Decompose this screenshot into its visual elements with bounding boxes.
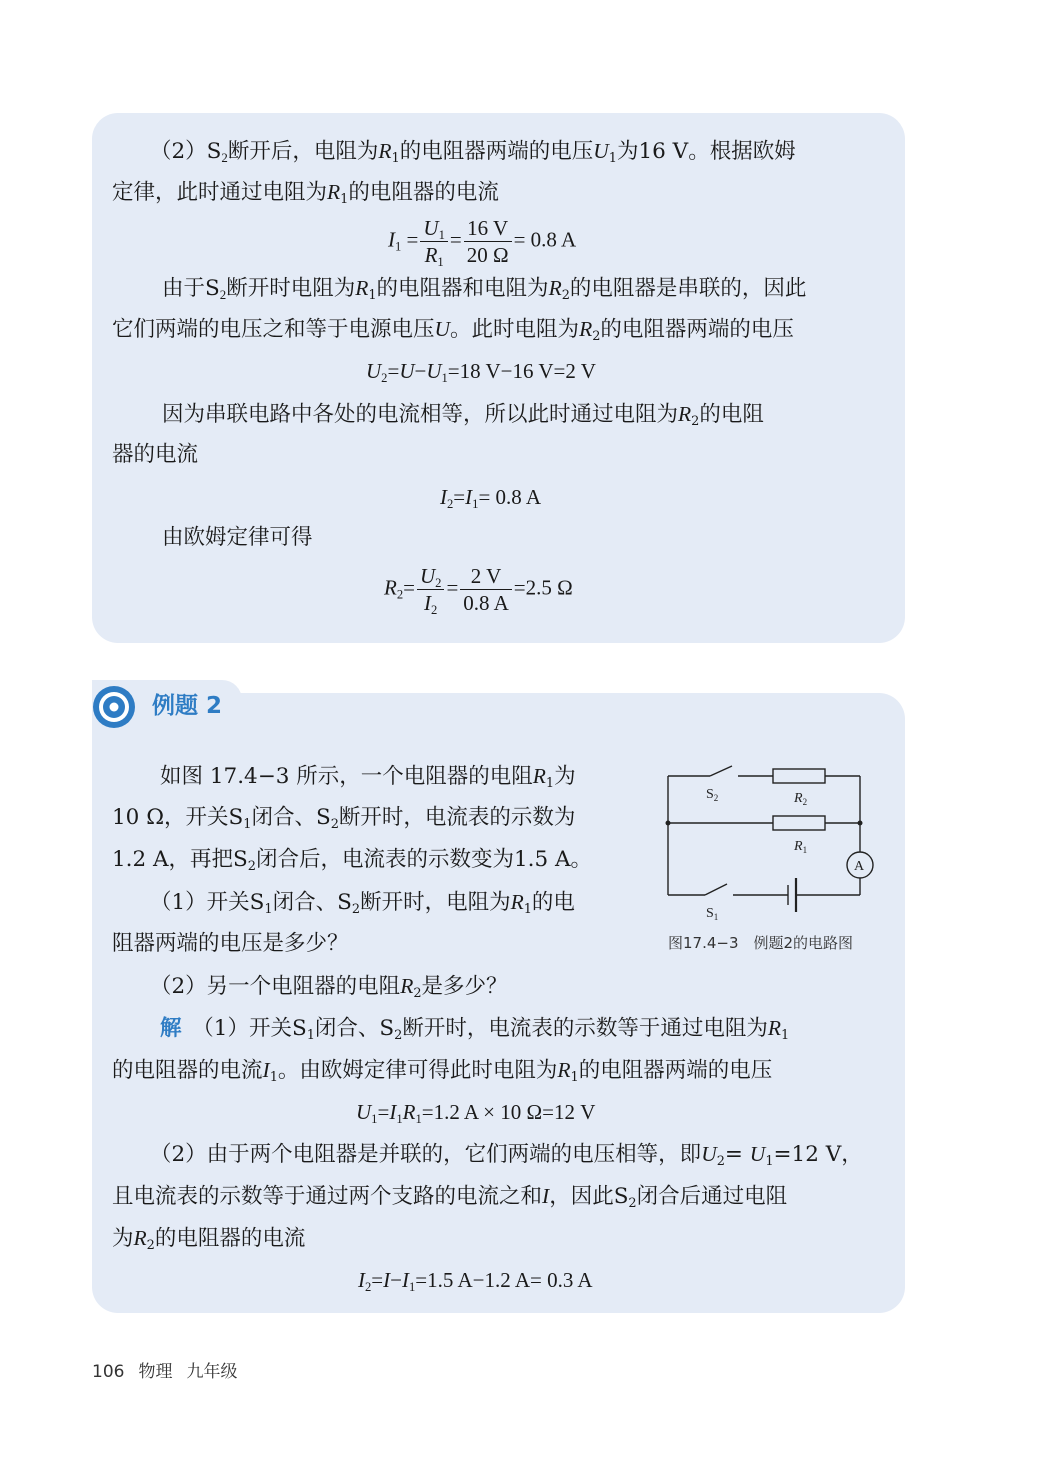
text-line: 的电阻器的电流$I_1$。由欧姆定律可得此时电阻为$R_1$的电阻器两端的电压: [112, 1058, 773, 1085]
text-line: $(2)S_2$断开后，电阻为$R_1$的电阻器两端的电压$U_1$为16 V。根据欧姆: [150, 139, 796, 166]
text-line: 为$R_2$的电阻器的电流: [112, 1226, 306, 1253]
label-r2: R: [794, 791, 803, 806]
equation-resistance-r2: $R_2=$ $\frac{U_2}{I_2}$ = $\frac{2 V}{0.8 A}$ =2.5 Ω: [384, 564, 573, 617]
svg-text:S1: $S_1$: [706, 906, 719, 922]
equation-voltage-u1: $U_1=I_1R_1=1.2$ A × 10 Ω=12 V: [356, 1100, 596, 1126]
target-icon: [92, 685, 136, 729]
circuit-diagram: [660, 760, 890, 925]
svg-text:R1: $R_1$: [794, 839, 808, 855]
equation-voltage-u2: $U_2=U-U_1=18$ V−16 V=2 V: [366, 359, 596, 385]
example-title: 例题 2: [152, 693, 223, 719]
equation-current-i2: $I_2=I_1= 0.8$ A: [440, 485, 542, 511]
text-line: 它们两端的电压之和等于电源电压U。此时电阻为$R_2$的电阻器两端的电压: [112, 317, 794, 344]
text-line: 阻器两端的电压是多少？: [112, 931, 349, 956]
ammeter-label: A: [854, 859, 865, 874]
text-line: （1）开关$S_1$闭合、$S_2$断开时，电阻为$R_1$的电: [150, 890, 575, 917]
equation-current-i1: $I_1$ = $\frac{U_1}{R_1}$ = $\frac{16 V}{20 \Omega}$ = 0.8 A: [388, 216, 577, 269]
text-line: 且电流表的示数等于通过两个支路的电流之和I，因此$S_2$闭合后通过电阻: [112, 1184, 788, 1211]
text-line: 器的电流: [112, 442, 199, 467]
text-line: 如图 17.4−3 所示，一个电阻器的电阻$R_1$为: [160, 764, 576, 791]
grade: 九年级: [186, 1362, 238, 1382]
figure-caption: 图17.4−3 例题2的电路图: [668, 934, 854, 952]
text-line: 解 （1）开关$S_1$闭合、$S_2$断开时，电流表的示数等于通过电阻为$R_1$: [160, 1016, 790, 1043]
page-number: 106: [92, 1362, 125, 1382]
subject: 物理: [138, 1362, 173, 1382]
text-line: 定律，此时通过电阻为$R_1$的电阻器的电流: [112, 180, 499, 207]
text-line: 由欧姆定律可得: [162, 525, 313, 550]
text-line: 因为串联电路中各处的电流相等，所以此时通过电阻为$R_2$的电阻: [162, 402, 764, 429]
page-footer: [92, 1360, 251, 1384]
text-line: 1.2 A，再把$S_2$闭合后，电流表的示数变为1.5 A。: [112, 847, 593, 874]
label-r1: R: [794, 839, 803, 854]
text-line: （2）由于两个电阻器是并联的，它们两端的电压相等，即$U_2= U_1=12$ V，: [150, 1142, 863, 1169]
text-line: 由于$S_2$断开时电阻为$R_1$的电阻器和电阻为$R_2$的电阻器是串联的，因此: [162, 276, 807, 303]
label-s2: S: [706, 787, 714, 802]
text-line: （2）另一个电阻器的电阻$R_2$是多少？: [150, 974, 508, 1001]
svg-text:R2: $R_2$: [794, 791, 808, 807]
equation-current-i2-b: $I_2=I-I_1=1.5$ A−1.2 A= 0.3 A: [358, 1268, 593, 1294]
text-line: 10 Ω，开关$S_1$闭合、$S_2$断开时，电流表的示数为: [112, 805, 576, 832]
solution-label: 解: [160, 1016, 182, 1041]
svg-text:S2: $S_2$: [706, 787, 719, 803]
label-s1: S: [706, 906, 714, 921]
